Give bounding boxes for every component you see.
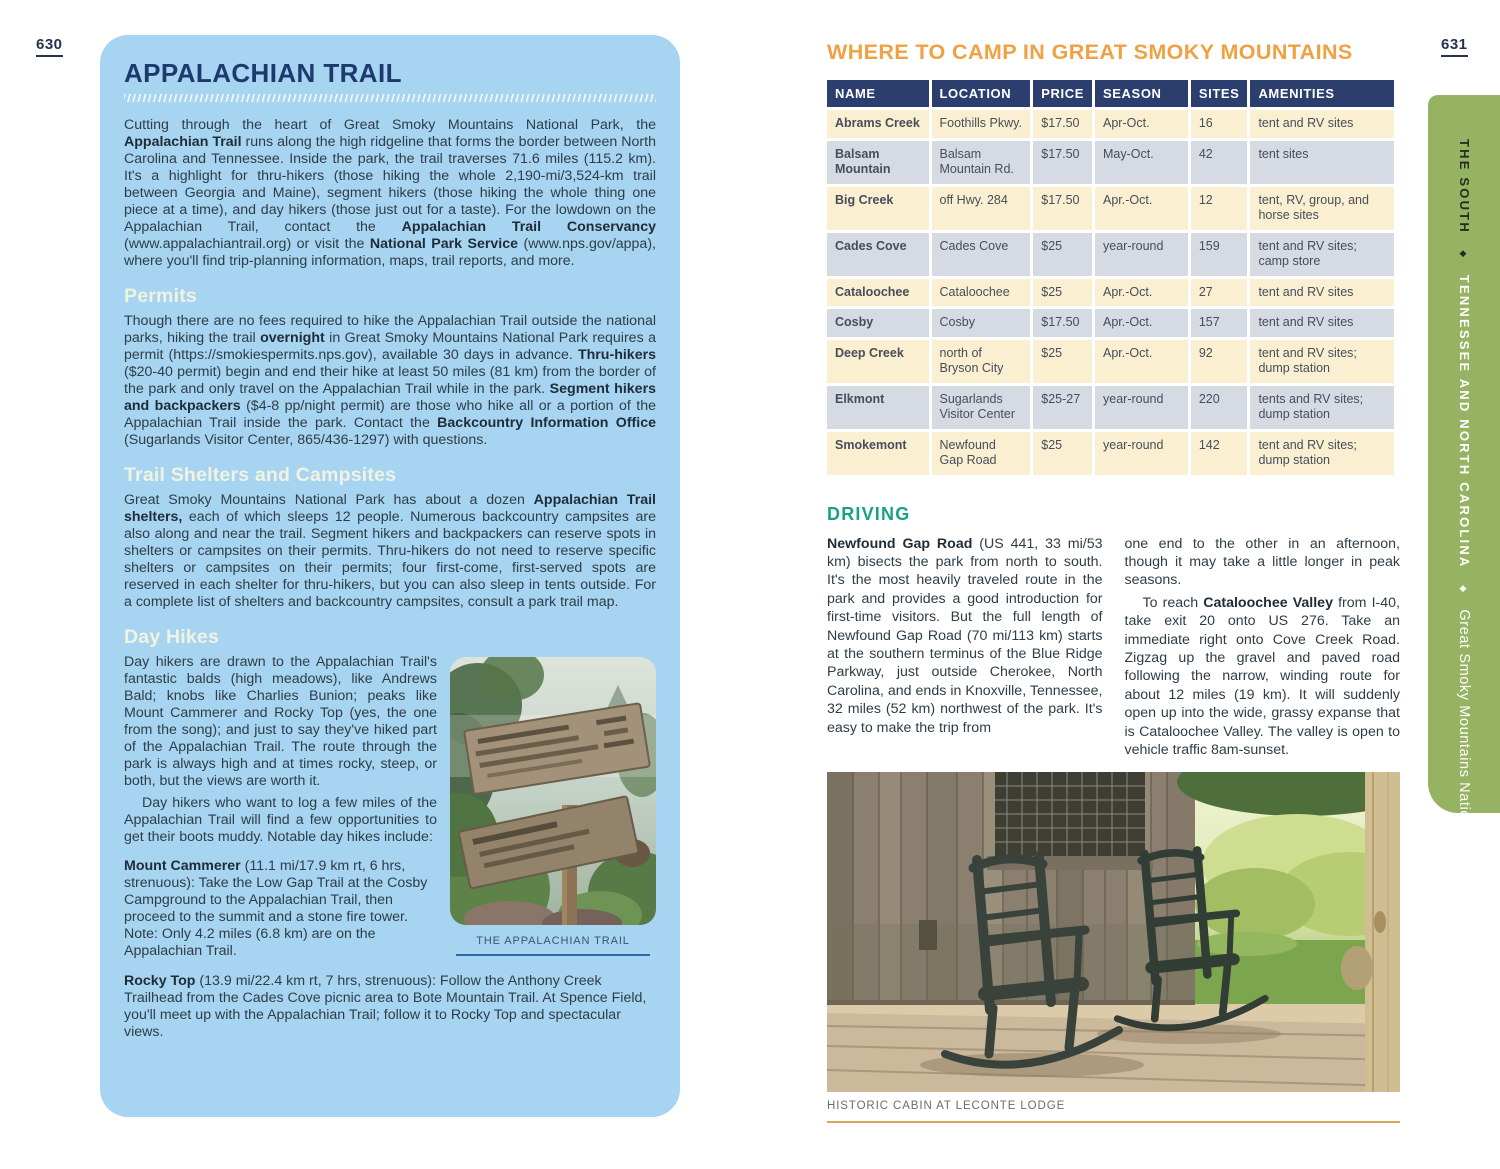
campground-cell-name: Cosby bbox=[827, 309, 929, 337]
bold-text-segment: Cataloochee Valley bbox=[1203, 594, 1333, 611]
campground-cell-location: Sugarlands Visitor Center bbox=[932, 386, 1031, 429]
campground-cell-sites: 157 bbox=[1191, 309, 1248, 337]
page-number-right: 631 bbox=[1441, 36, 1468, 57]
appalachian-trail-sign-photo bbox=[450, 657, 656, 925]
campground-cell-sites: 16 bbox=[1191, 110, 1248, 138]
right-page-content bbox=[827, 40, 1400, 763]
text-segment: runs along the high ridgeline that forms the border between North Carolina and Tennessee. Inside the park, the trail traverses 71.6 miles (115.2 km). It's a highlight for thru-hikers (those hiking the whole 2,190-mi/3,524-km trail between Georgia and Maine), segment hikers (those hiking the whole thing one piece at a time), and day hikers (those just out for a taste). For the lowdown on the Appalachian Trail, contact the bbox=[124, 134, 656, 236]
campground-cell-price: $25 bbox=[1033, 233, 1092, 276]
campground-cell-sites: 142 bbox=[1191, 432, 1248, 475]
permits-paragraph bbox=[124, 313, 656, 449]
table-header-row bbox=[827, 80, 1394, 107]
campground-cell-name: Cades Cove bbox=[827, 233, 929, 276]
campground-row bbox=[827, 187, 1394, 230]
bold-text-segment: Mount Cammerer bbox=[124, 858, 241, 875]
column-header-sites: SITES bbox=[1191, 80, 1248, 107]
trail-sign-photo-figure bbox=[450, 657, 656, 956]
driving-col1-paragraph bbox=[827, 535, 1103, 737]
chapter-tab bbox=[1428, 95, 1500, 878]
campground-row bbox=[827, 340, 1394, 383]
campground-cell-season: Apr-Oct. bbox=[1095, 110, 1188, 138]
campground-cell-price: $25 bbox=[1033, 432, 1092, 475]
text-segment: Though there are no fees required to hike the Appalachian Trail outside the national parks, hiking the trail bbox=[124, 313, 656, 347]
hatch-divider bbox=[124, 94, 656, 102]
bold-text-segment: Newfound Gap Road bbox=[827, 535, 973, 552]
page-number-left: 630 bbox=[36, 36, 63, 57]
campground-cell-price: $25 bbox=[1033, 279, 1092, 307]
campground-cell-season: year-round bbox=[1095, 432, 1188, 475]
campground-cell-price: $17.50 bbox=[1033, 187, 1092, 230]
campground-cell-name: Deep Creek bbox=[827, 340, 929, 383]
text-segment: Day hikers are drawn to the Appalachian Trail's fantastic balds (high meadows), like Andrews Bald; knobs like Charlies Bunion; peaks like Mount Cammerer and Rocky Top (yes, the one from the song); and just to say they've hiked part of the Appalachian Trail. The route through the park is always high and at times rocky, steep, or both, but the views are worth it. bbox=[124, 654, 437, 790]
text-segment: Great Smoky Mountains National Park has about a dozen bbox=[124, 492, 534, 509]
text-segment: from I-40, take exit 20 onto US 276. Take an immediate right onto Cove Creek Road. Zigzag up the gravel and paved road following the narrow, winding route for about 12 miles (19 km). It will suddenly open up into the wide, grassy expanse that is Cataloochee Valley. The valley is open to vehicle traffic 8am-sunset. bbox=[1124, 594, 1400, 758]
appalachian-trail-feature-box bbox=[100, 35, 680, 1117]
driving-column-1 bbox=[827, 535, 1103, 764]
column-header-name: NAME bbox=[827, 80, 929, 107]
text-segment: ($4-8 pp/night permit) are those who hike all or a portion of the Appalachian Trail inside the park. Contact the bbox=[124, 398, 656, 432]
campground-cell-season: Apr.-Oct. bbox=[1095, 340, 1188, 383]
camp-table-title: WHERE TO CAMP IN GREAT SMOKY MOUNTAINS bbox=[827, 40, 1353, 64]
text-segment: (11.1 mi/17.9 km rt, 6 hrs, strenuous): Take the Low Gap Trail at the Cosby Campground to the Appalachian Trail, then proceed to the summit and a stone fire tower. Note: Only 4.2 miles (6.8 km) are on the Appalachian Trail. bbox=[124, 858, 428, 960]
campground-cell-sites: 92 bbox=[1191, 340, 1248, 383]
campground-cell-sites: 27 bbox=[1191, 279, 1248, 307]
campground-cell-sites: 42 bbox=[1191, 141, 1248, 184]
text-segment: (Sugarlands Visitor Center, 865/436-1297) with questions. bbox=[124, 432, 488, 449]
bold-text-segment: Appalachian Trail Conservancy bbox=[401, 219, 656, 236]
text-segment: (13.9 mi/22.4 km rt, 7 hrs, strenuous): Follow the Anthony Creek Trailhead from the Cades Cove picnic area to Bote Mountain Trail. At Spence Field, you'll meet up with the Appalachian Trail; follow it to Rocky Top and spectacular views. bbox=[124, 973, 647, 1041]
text-segment: (www.nps.gov/appa), where you'll find trip-planning information, maps, trail reports, and more. bbox=[124, 236, 656, 270]
bold-text-segment: Segment hikers and backpackers bbox=[124, 381, 656, 415]
campground-cell-season: year-round bbox=[1095, 233, 1188, 276]
campground-cell-amenities: tent and RV sites; camp store bbox=[1250, 233, 1394, 276]
feature-box-title: APPALACHIAN TRAIL bbox=[124, 58, 402, 88]
bold-text-segment: Thru-hikers bbox=[577, 347, 656, 364]
campground-cell-season: Apr.-Oct. bbox=[1095, 279, 1188, 307]
bold-text-segment: Appalachian Trail shelters, bbox=[124, 492, 656, 526]
driving-column-2 bbox=[1125, 535, 1401, 764]
campground-row bbox=[827, 279, 1394, 307]
campground-cell-location: Cades Cove bbox=[932, 233, 1031, 276]
text-segment: Cutting through the heart of Great Smoky Mountains National Park, the bbox=[124, 117, 656, 134]
diamond-separator-icon: ◆ bbox=[1459, 249, 1469, 260]
diamond-separator-icon: ◆ bbox=[1459, 583, 1469, 594]
campground-cell-price: $25-27 bbox=[1033, 386, 1092, 429]
campground-cell-amenities: tents and RV sites; dump station bbox=[1250, 386, 1394, 429]
campground-row bbox=[827, 386, 1394, 429]
campground-row bbox=[827, 233, 1394, 276]
campground-cell-amenities: tent and RV sites bbox=[1250, 309, 1394, 337]
trail-photo-caption: THE APPALACHIAN TRAIL bbox=[456, 935, 650, 956]
campground-cell-sites: 220 bbox=[1191, 386, 1248, 429]
campground-row bbox=[827, 141, 1394, 184]
text-segment: (www.appalachiantrail.org) or visit the bbox=[124, 236, 370, 253]
text-segment: To reach bbox=[1142, 594, 1204, 611]
campground-cell-name: Balsam Mountain bbox=[827, 141, 929, 184]
chapter-tab-section-label: Great Smoky Mountains National Park bbox=[1456, 609, 1472, 878]
text-segment: (US 441, 33 mi/53 km) bisects the park from north to south. It's the most heavily traveled route in the park and provides a good introduction for first-time visitors. But the full length of Newfound Gap Road (70 mi/113 km) starts at the southern terminus of the Blue Ridge Parkway, just outside Cherokee, North Carolina, and ends in Knoxville, Tennessee, 32 miles (52 km) northwest of the park. It's easy to make the trip from bbox=[827, 535, 1103, 736]
text-segment: Day hikers who want to log a few miles of the Appalachian Trail will find a few opportunities to get their boots muddy. Notable day hikes include: bbox=[124, 795, 437, 846]
campground-cell-amenities: tent and RV sites; dump station bbox=[1250, 432, 1394, 475]
dayhikes-heading: Day Hikes bbox=[124, 626, 220, 649]
campground-cell-amenities: tent sites bbox=[1250, 141, 1394, 184]
campground-cell-amenities: tent and RV sites bbox=[1250, 110, 1394, 138]
campground-cell-amenities: tent, RV, group, and horse sites bbox=[1250, 187, 1394, 230]
campground-cell-name: Abrams Creek bbox=[827, 110, 929, 138]
bold-text-segment: Appalachian Trail bbox=[124, 134, 242, 151]
campground-cell-name: Elkmont bbox=[827, 386, 929, 429]
campground-cell-price: $25 bbox=[1033, 340, 1092, 383]
chapter-tab-text bbox=[1455, 95, 1473, 878]
campground-row bbox=[827, 110, 1394, 138]
campground-cell-season: year-round bbox=[1095, 386, 1188, 429]
campground-row bbox=[827, 432, 1394, 475]
campground-cell-season: May-Oct. bbox=[1095, 141, 1188, 184]
campground-cell-season: Apr.-Oct. bbox=[1095, 187, 1188, 230]
campground-row bbox=[827, 309, 1394, 337]
shelters-paragraph bbox=[124, 492, 656, 611]
bold-text-segment: overnight bbox=[260, 330, 325, 347]
campground-cell-amenities: tent and RV sites; dump station bbox=[1250, 340, 1394, 383]
bold-text-segment: National Park Service bbox=[369, 236, 519, 253]
column-header-amenities: AMENITIES bbox=[1250, 80, 1394, 107]
campground-cell-name: Smokemont bbox=[827, 432, 929, 475]
cabin-porch-photo bbox=[827, 772, 1400, 1092]
cabin-photo-caption: HISTORIC CABIN AT LECONTE LODGE bbox=[827, 1100, 1400, 1123]
chapter-tab-part-label: THE SOUTH bbox=[1457, 139, 1472, 234]
campground-cell-location: Foothills Pkwy. bbox=[932, 110, 1031, 138]
campground-cell-location: north of Bryson City bbox=[932, 340, 1031, 383]
campground-cell-location: Cataloochee bbox=[932, 279, 1031, 307]
bold-text-segment: Backcountry Information Office bbox=[437, 415, 657, 432]
campground-cell-price: $17.50 bbox=[1033, 309, 1092, 337]
bold-text-segment: Rocky Top bbox=[124, 973, 196, 990]
column-header-location: LOCATION bbox=[932, 80, 1031, 107]
campground-cell-location: Cosby bbox=[932, 309, 1031, 337]
rocky-top-paragraph bbox=[124, 973, 656, 1041]
campground-cell-price: $17.50 bbox=[1033, 141, 1092, 184]
campground-cell-name: Cataloochee bbox=[827, 279, 929, 307]
permits-heading: Permits bbox=[124, 285, 197, 308]
campgrounds-table bbox=[824, 77, 1397, 478]
driving-columns bbox=[827, 535, 1400, 764]
driving-heading: DRIVING bbox=[827, 503, 911, 524]
campground-cell-location: Newfound Gap Road bbox=[932, 432, 1031, 475]
driving-col2-paragraph-1 bbox=[1125, 535, 1401, 590]
campground-cell-sites: 159 bbox=[1191, 233, 1248, 276]
text-segment: ($20-40 permit) begin and end their hike at least 50 miles (81 km) from the border of the park and only travel on the Appalachian Trail while in the park. bbox=[124, 364, 656, 398]
campground-cell-sites: 12 bbox=[1191, 187, 1248, 230]
campground-cell-price: $17.50 bbox=[1033, 110, 1092, 138]
campground-cell-amenities: tent and RV sites bbox=[1250, 279, 1394, 307]
shelters-heading: Trail Shelters and Campsites bbox=[124, 464, 397, 487]
text-segment: in Great Smoky Mountains National Park requires a permit (https://smokiespermits.nps.gov), available 30 days in advance. bbox=[124, 330, 656, 364]
column-header-price: PRICE bbox=[1033, 80, 1092, 107]
campground-cell-season: Apr.-Oct. bbox=[1095, 309, 1188, 337]
text-segment: one end to the other in an afternoon, though it may take a little longer in peak seasons. bbox=[1124, 535, 1400, 589]
chapter-tab-region-label: TENNESSEE AND NORTH CAROLINA bbox=[1457, 274, 1472, 569]
campground-cell-location: Balsam Mountain Rd. bbox=[932, 141, 1031, 184]
column-header-season: SEASON bbox=[1095, 80, 1188, 107]
campground-cell-location: off Hwy. 284 bbox=[932, 187, 1031, 230]
intro-paragraph bbox=[124, 117, 656, 270]
driving-col2-paragraph-2 bbox=[1125, 594, 1401, 760]
text-segment: each of which sleeps 12 people. Numerous backcountry campsites are also along and near the trail. Segment hikers and backpackers can reserve spots in shelters or campsites on their permits. Thru-hikers do not need to reserve specific shelters or campsites on their permits; four first-come, first-served spots are reserved in each shelter for thru-hikers, but you can also sleep in tents outside. For a complete list of shelters and backcountry campsites, consult a park trail map. bbox=[124, 509, 656, 611]
campground-cell-name: Big Creek bbox=[827, 187, 929, 230]
